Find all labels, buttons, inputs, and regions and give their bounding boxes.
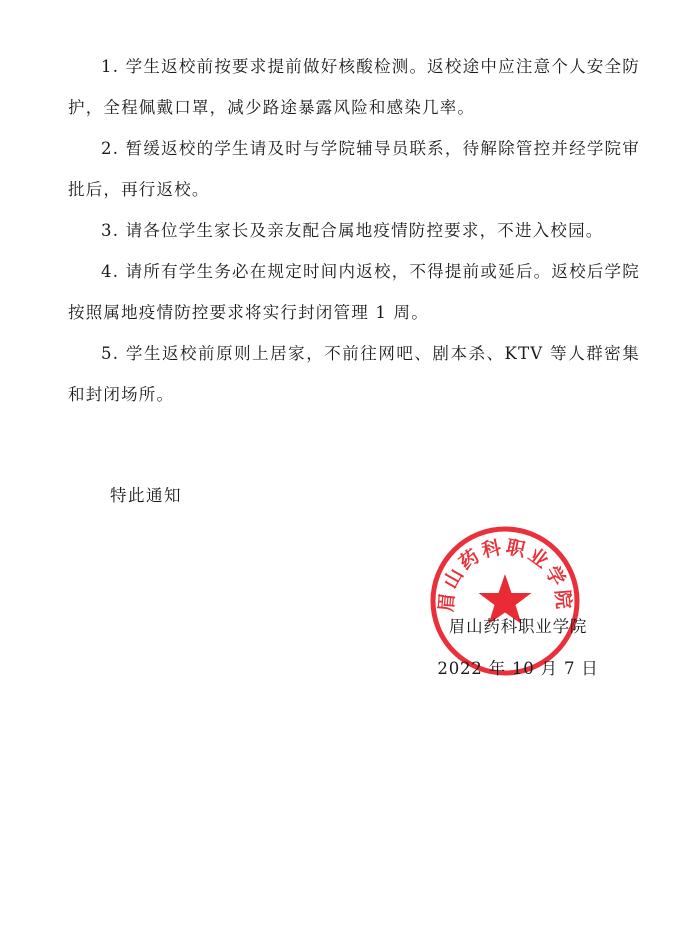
closing-text: 特此通知 (110, 486, 182, 505)
signature-block (418, 606, 618, 690)
notice-item-5: 5. 学生返校前原则上居家，不前往网吧、剧本杀、KTV 等人群密集和封闭场所。 (68, 344, 640, 404)
signature-org: 眉山药科职业学院 (448, 617, 588, 636)
notice-item-3: 3. 请各位学生家长及亲友配合属地疫情防控要求，不进入校园。 (101, 221, 604, 240)
notice-item-4: 4. 请所有学生务必在规定时间内返校，不得提前或延后。返校后学院按照属地疫情防控要求将实行封闭管理 1 周。 (68, 262, 640, 322)
signature-date: 2022 年 10 月 7 日 (437, 659, 599, 678)
notice-item-2: 2. 暂缓返校的学生请及时与学院辅导员联系，待解除管控并经学院审批后，再行返校。 (68, 139, 640, 199)
notice-item-1: 1. 学生返校前按要求提前做好核酸检测。返校途中应注意个人安全防护，全程佩戴口罩，减少路途暴露风险和感染几率。 (68, 57, 640, 117)
notice-body (68, 46, 640, 415)
seal-text: 眉山药科职业学院 (435, 535, 575, 613)
